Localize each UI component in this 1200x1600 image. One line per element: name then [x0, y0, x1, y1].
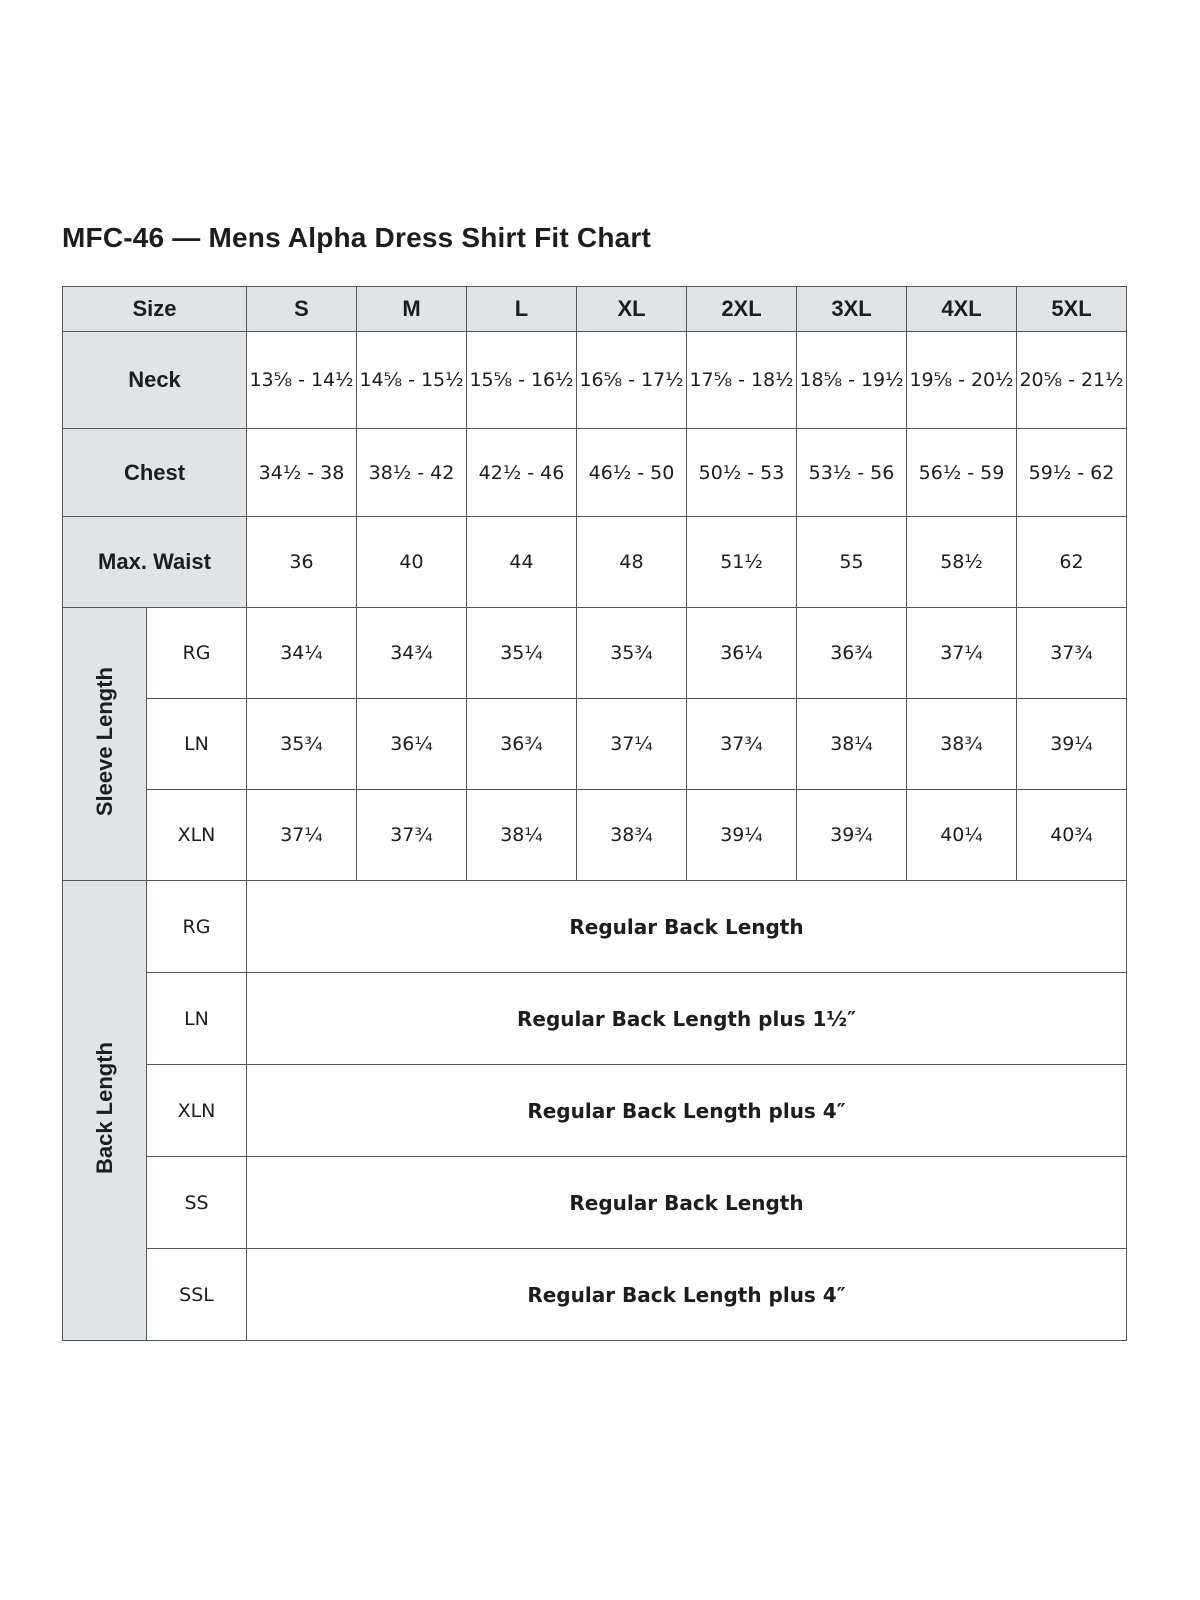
sleeve-rg-row — [63, 608, 1127, 699]
max-waist-value: 44 — [467, 517, 577, 608]
sleeve-ln-value: 38¾ — [907, 699, 1017, 790]
neck-value: 20⅝ - 21½ — [1017, 332, 1127, 429]
sleeve-rg-value: 36¾ — [797, 608, 907, 699]
back-ln-label: LN — [147, 973, 247, 1065]
chest-value: 34½ - 38 — [247, 429, 357, 517]
size-header-cell: Size — [63, 287, 247, 332]
col-header-2xl: 2XL — [687, 287, 797, 332]
chest-value: 42½ - 46 — [467, 429, 577, 517]
fit-chart-table — [62, 286, 1127, 1341]
chest-value: 50½ - 53 — [687, 429, 797, 517]
sleeve-ln-value: 36¼ — [357, 699, 467, 790]
neck-value: 14⅝ - 15½ — [357, 332, 467, 429]
chest-value: 53½ - 56 — [797, 429, 907, 517]
chest-value: 56½ - 59 — [907, 429, 1017, 517]
max-waist-row — [63, 517, 1127, 608]
col-header-m: M — [357, 287, 467, 332]
col-header-xl: XL — [577, 287, 687, 332]
max-waist-value: 51½ — [687, 517, 797, 608]
chest-row — [63, 429, 1127, 517]
neck-value: 15⅝ - 16½ — [467, 332, 577, 429]
sleeve-ln-row — [63, 699, 1127, 790]
neck-value: 18⅝ - 19½ — [797, 332, 907, 429]
back-ln-value: Regular Back Length plus 1½″ — [247, 973, 1127, 1065]
neck-value: 13⅝ - 14½ — [247, 332, 357, 429]
back-ss-row — [63, 1157, 1127, 1249]
col-header-4xl: 4XL — [907, 287, 1017, 332]
sleeve-ln-value: 39¼ — [1017, 699, 1127, 790]
chest-label-cell: Chest — [63, 429, 247, 517]
back-length-label-text: Back Length — [91, 1041, 117, 1175]
chest-value: 46½ - 50 — [577, 429, 687, 517]
back-ssl-row — [63, 1249, 1127, 1341]
sleeve-xln-value: 38¾ — [577, 790, 687, 881]
sleeve-ln-value: 38¼ — [797, 699, 907, 790]
back-ssl-value: Regular Back Length plus 4″ — [247, 1249, 1127, 1341]
sleeve-length-label-text: Sleeve Length — [91, 666, 117, 817]
neck-value: 19⅝ - 20½ — [907, 332, 1017, 429]
sleeve-ln-value: 37¾ — [687, 699, 797, 790]
max-waist-label-cell: Max. Waist — [63, 517, 247, 608]
neck-value: 17⅝ - 18½ — [687, 332, 797, 429]
neck-value: 16⅝ - 17½ — [577, 332, 687, 429]
chest-value: 59½ - 62 — [1017, 429, 1127, 517]
sleeve-rg-value: 34¼ — [247, 608, 357, 699]
back-rg-row — [63, 881, 1127, 973]
neck-label-cell: Neck — [63, 332, 247, 429]
sleeve-xln-value: 37¼ — [247, 790, 357, 881]
back-ss-label: SS — [147, 1157, 247, 1249]
sleeve-xln-value: 38¼ — [467, 790, 577, 881]
sleeve-xln-value: 39¼ — [687, 790, 797, 881]
sleeve-xln-value: 40¼ — [907, 790, 1017, 881]
chest-value: 38½ - 42 — [357, 429, 467, 517]
sleeve-rg-label: RG — [147, 608, 247, 699]
col-header-5xl: 5XL — [1017, 287, 1127, 332]
back-rg-value: Regular Back Length — [247, 881, 1127, 973]
back-rg-label: RG — [147, 881, 247, 973]
sleeve-rg-value: 34¾ — [357, 608, 467, 699]
header-row — [63, 287, 1127, 332]
sleeve-rg-value: 37¼ — [907, 608, 1017, 699]
max-waist-value: 48 — [577, 517, 687, 608]
sleeve-xln-value: 37¾ — [357, 790, 467, 881]
back-length-group-label — [63, 881, 147, 1341]
back-ss-value: Regular Back Length — [247, 1157, 1127, 1249]
page-title: MFC-46 — Mens Alpha Dress Shirt Fit Chart — [62, 222, 652, 253]
sleeve-ln-label: LN — [147, 699, 247, 790]
sleeve-xln-value: 39¾ — [797, 790, 907, 881]
sleeve-rg-value: 35¼ — [467, 608, 577, 699]
col-header-3xl: 3XL — [797, 287, 907, 332]
back-xln-label: XLN — [147, 1065, 247, 1157]
col-header-l: L — [467, 287, 577, 332]
neck-row — [63, 332, 1127, 429]
back-xln-row — [63, 1065, 1127, 1157]
max-waist-value: 58½ — [907, 517, 1017, 608]
max-waist-value: 40 — [357, 517, 467, 608]
sleeve-xln-row — [63, 790, 1127, 881]
sleeve-xln-value: 40¾ — [1017, 790, 1127, 881]
max-waist-value: 55 — [797, 517, 907, 608]
sleeve-ln-value: 35¾ — [247, 699, 357, 790]
sleeve-rg-value: 36¼ — [687, 608, 797, 699]
sleeve-rg-value: 37¾ — [1017, 608, 1127, 699]
back-xln-value: Regular Back Length plus 4″ — [247, 1065, 1127, 1157]
back-ssl-label: SSL — [147, 1249, 247, 1341]
max-waist-value: 62 — [1017, 517, 1127, 608]
max-waist-value: 36 — [247, 517, 357, 608]
sleeve-ln-value: 36¾ — [467, 699, 577, 790]
sleeve-xln-label: XLN — [147, 790, 247, 881]
sleeve-length-group-label — [63, 608, 147, 881]
back-ln-row — [63, 973, 1127, 1065]
sleeve-rg-value: 35¾ — [577, 608, 687, 699]
sleeve-ln-value: 37¼ — [577, 699, 687, 790]
col-header-s: S — [247, 287, 357, 332]
